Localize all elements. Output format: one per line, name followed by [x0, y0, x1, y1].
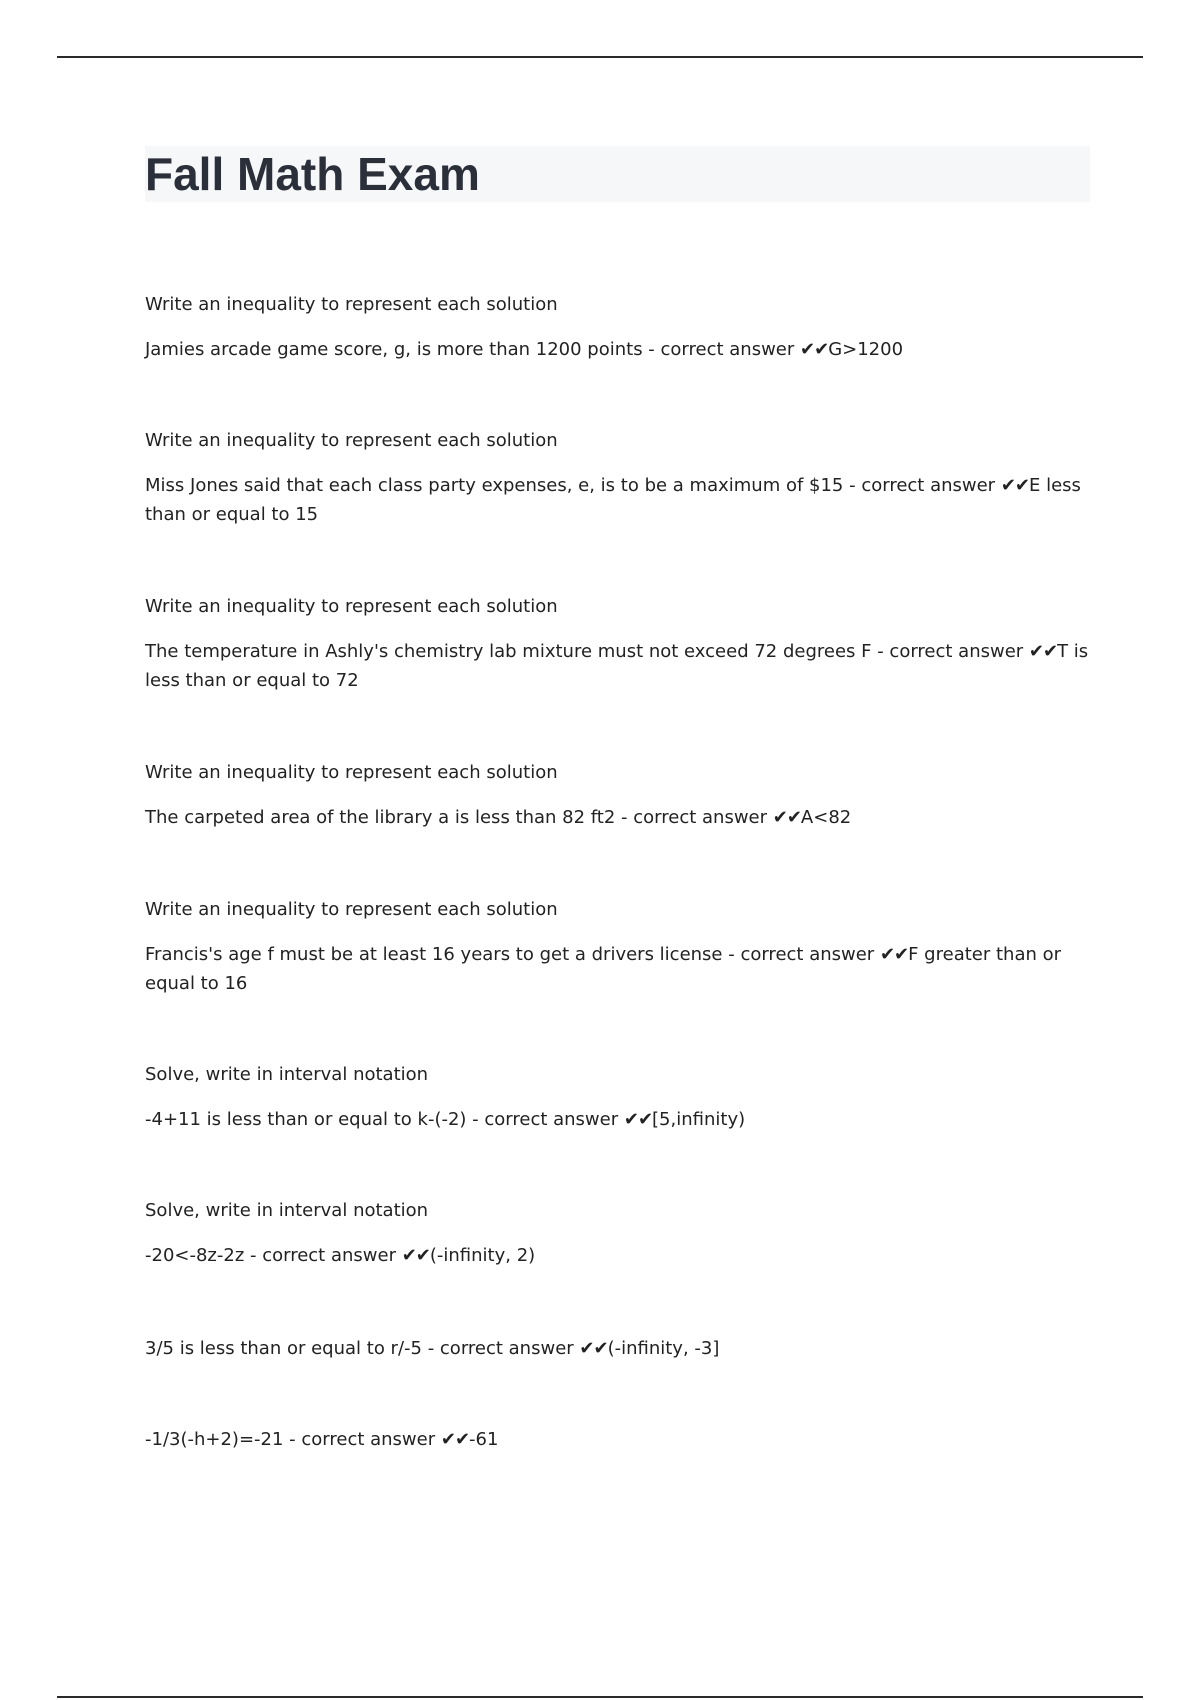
double-check-icon: ✔✔ — [1000, 475, 1029, 496]
double-check-icon: ✔✔ — [440, 1429, 470, 1450]
qa-prompt: Solve, write in interval notation — [145, 1064, 429, 1085]
qa-question: -1/3(-h+2)=-21 - correct answer — [145, 1429, 441, 1450]
qa-answer: (-infinity, -3] — [607, 1338, 720, 1359]
qa-answer-line — [145, 1425, 1090, 1454]
qa-answer: F greater than or equal to 16 — [145, 944, 1062, 994]
double-check-icon: ✔✔ — [879, 944, 909, 965]
double-check-icon: ✔✔ — [772, 807, 801, 828]
qa-prompt: Write an inequality to represent each solution — [145, 762, 558, 783]
qa-item — [145, 593, 1090, 695]
qa-item — [145, 1061, 1090, 1134]
qa-answer: (-infinity, 2) — [429, 1245, 536, 1266]
qa-answer: T is less than or equal to 72 — [145, 641, 1089, 691]
qa-answer-line — [145, 940, 1090, 998]
qa-item — [145, 1425, 1090, 1454]
qa-question: The carpeted area of the library a is less than 82 ft2 - correct answer — [145, 807, 773, 828]
page-title: Fall Math Exam — [145, 148, 480, 200]
qa-answer-line — [145, 471, 1090, 529]
qa-prompt: Write an inequality to represent each solution — [145, 596, 558, 617]
qa-question: Jamies arcade game score, g, is more than 1200 points - correct answer — [145, 339, 801, 360]
qa-question: The temperature in Ashly's chemistry lab mixture must not exceed 72 degrees F - correct answer — [145, 641, 1029, 662]
qa-prompt: Write an inequality to represent each solution — [145, 899, 558, 920]
qa-answer: A<82 — [800, 807, 852, 828]
double-check-icon: ✔✔ — [1028, 641, 1058, 662]
qa-answer-line — [145, 335, 1090, 364]
qa-question: -4+11 is less than or equal to k-(-2) - correct answer — [145, 1109, 624, 1130]
double-check-icon: ✔✔ — [800, 339, 829, 360]
qa-question: -20<-8z-2z - correct answer — [145, 1245, 402, 1266]
double-check-icon: ✔✔ — [579, 1338, 608, 1359]
qa-item — [145, 291, 1090, 364]
qa-answer-line — [145, 803, 1090, 832]
double-check-icon: ✔✔ — [401, 1245, 430, 1266]
qa-answer: -61 — [469, 1429, 499, 1450]
header-rule — [57, 56, 1143, 58]
qa-question: 3/5 is less than or equal to r/-5 - correct answer — [145, 1338, 580, 1359]
qa-answer: E less than or equal to 15 — [145, 475, 1081, 525]
qa-answer: [5,infinity) — [652, 1109, 746, 1130]
qa-item — [145, 896, 1090, 998]
qa-item — [145, 1334, 1090, 1363]
qa-prompt: Solve, write in interval notation — [145, 1200, 429, 1221]
qa-question: Francis's age f must be at least 16 years to get a drivers license - correct answer — [145, 944, 880, 965]
qa-answer-line — [145, 637, 1090, 695]
qa-item — [145, 427, 1090, 529]
qa-answer-line — [145, 1241, 1090, 1270]
qa-question: Miss Jones said that each class party expenses, e, is to be a maximum of $15 - correct answer — [145, 475, 1001, 496]
qa-answer-line — [145, 1105, 1090, 1134]
qa-item — [145, 759, 1090, 832]
qa-prompt: Write an inequality to represent each solution — [145, 294, 558, 315]
double-check-icon: ✔✔ — [623, 1109, 653, 1130]
qa-answer-line — [145, 1334, 1090, 1363]
qa-item — [145, 1197, 1090, 1270]
qa-answer: G>1200 — [828, 339, 904, 360]
qa-prompt: Write an inequality to represent each solution — [145, 430, 558, 451]
footer-rule — [57, 1696, 1143, 1698]
